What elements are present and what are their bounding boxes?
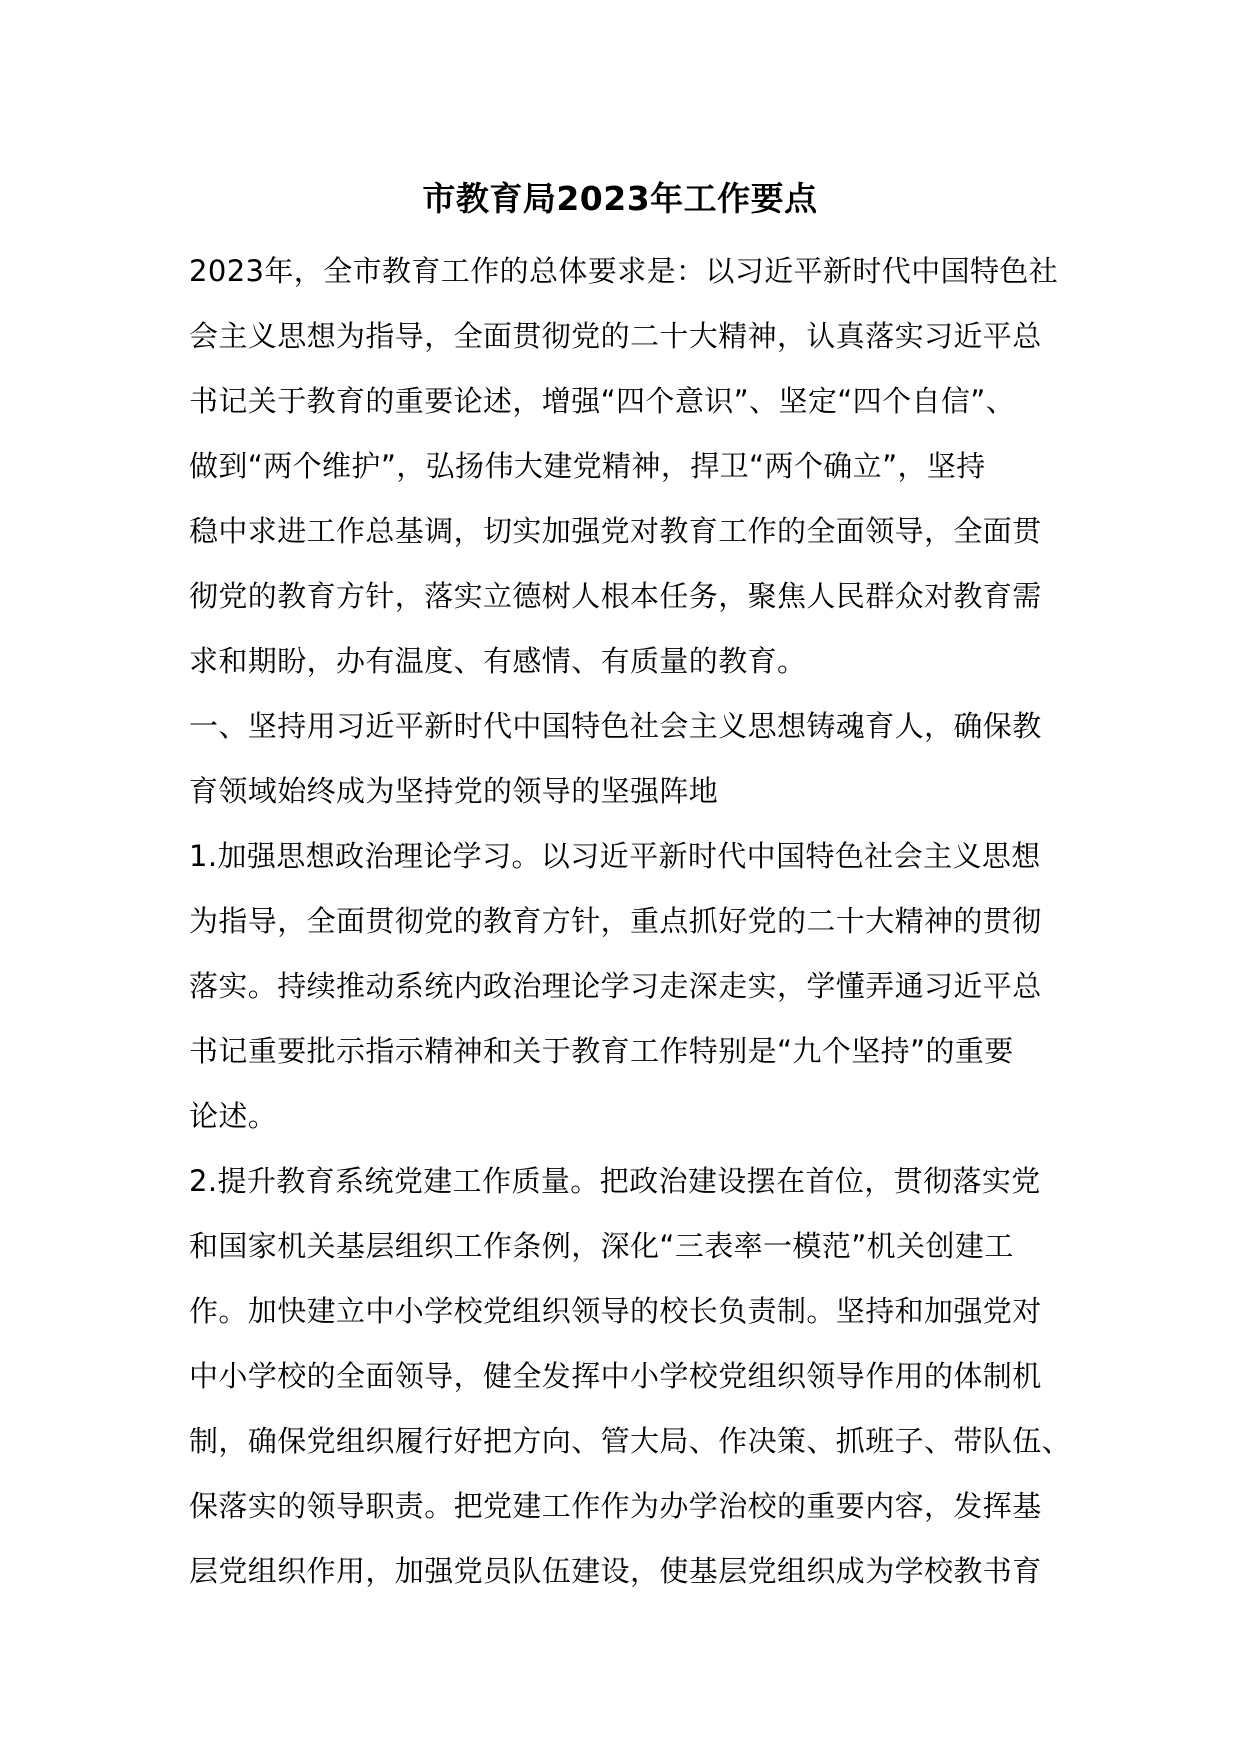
body-line: 求和期盼，办有温度、有感情、有质量的教育。 [189, 644, 807, 678]
item-line: 落实。持续推动系统内政治理论学习走深走实，学懂弄通习近平总 [189, 969, 1042, 1003]
item-line: 书记重要批示指示精神和关于教育工作特别是“九个坚持”的重要 [189, 1034, 1014, 1068]
item-line: 和国家机关基层组织工作条例，深化“三表率一模范”机关创建工 [189, 1229, 1014, 1263]
item-line: 层党组织作用，加强党员队伍建设，使基层党组织成为学校教书育 [189, 1554, 1042, 1588]
body-line: 稳中求进工作总基调，切实加强党对教育工作的全面领导，全面贯 [189, 514, 1042, 548]
item-line: 2.提升教育系统党建工作质量。把政治建设摆在首位，贯彻落实党 [189, 1164, 1041, 1198]
item-line: 保落实的领导职责。把党建工作作为办学治校的重要内容，发挥基 [189, 1489, 1042, 1523]
section-heading-line: 育领域始终成为坚持党的领导的坚强阵地 [189, 774, 719, 808]
section-heading-line: 一、坚持用习近平新时代中国特色社会主义思想铸魂育人，确保教 [189, 709, 1042, 743]
body-line: 做到“两个维护”，弘扬伟大建党精神，捍卫“两个确立”，坚持 [189, 449, 986, 483]
item-line: 为指导，全面贯彻党的教育方针，重点抓好党的二十大精神的贯彻 [189, 904, 1042, 938]
body-line: 彻党的教育方针，落实立德树人根本任务，聚焦人民群众对教育需 [189, 579, 1042, 613]
document-title: 市教育局2023年工作要点 [422, 179, 818, 218]
body-line: 2023年，全市教育工作的总体要求是：以习近平新时代中国特色社 [189, 254, 1059, 288]
body-line: 会主义思想为指导，全面贯彻党的二十大精神，认真落实习近平总 [189, 319, 1042, 353]
body-line: 书记关于教育的重要论述，增强“四个意识”、坚定“四个自信”、 [189, 384, 1016, 418]
item-line: 论述。 [189, 1099, 278, 1133]
document-body [189, 239, 1072, 1604]
item-line: 1.加强思想政治理论学习。以习近平新时代中国特色社会主义思想 [189, 839, 1041, 873]
item-line: 作。加快建立中小学校党组织领导的校长负责制。坚持和加强党对 [189, 1294, 1042, 1328]
item-line: 中小学校的全面领导，健全发挥中小学校党组织领导作用的体制机 [189, 1359, 1042, 1393]
item-line: 制，确保党组织履行好把方向、管大局、作决策、抓班子、带队伍、 [189, 1424, 1072, 1458]
